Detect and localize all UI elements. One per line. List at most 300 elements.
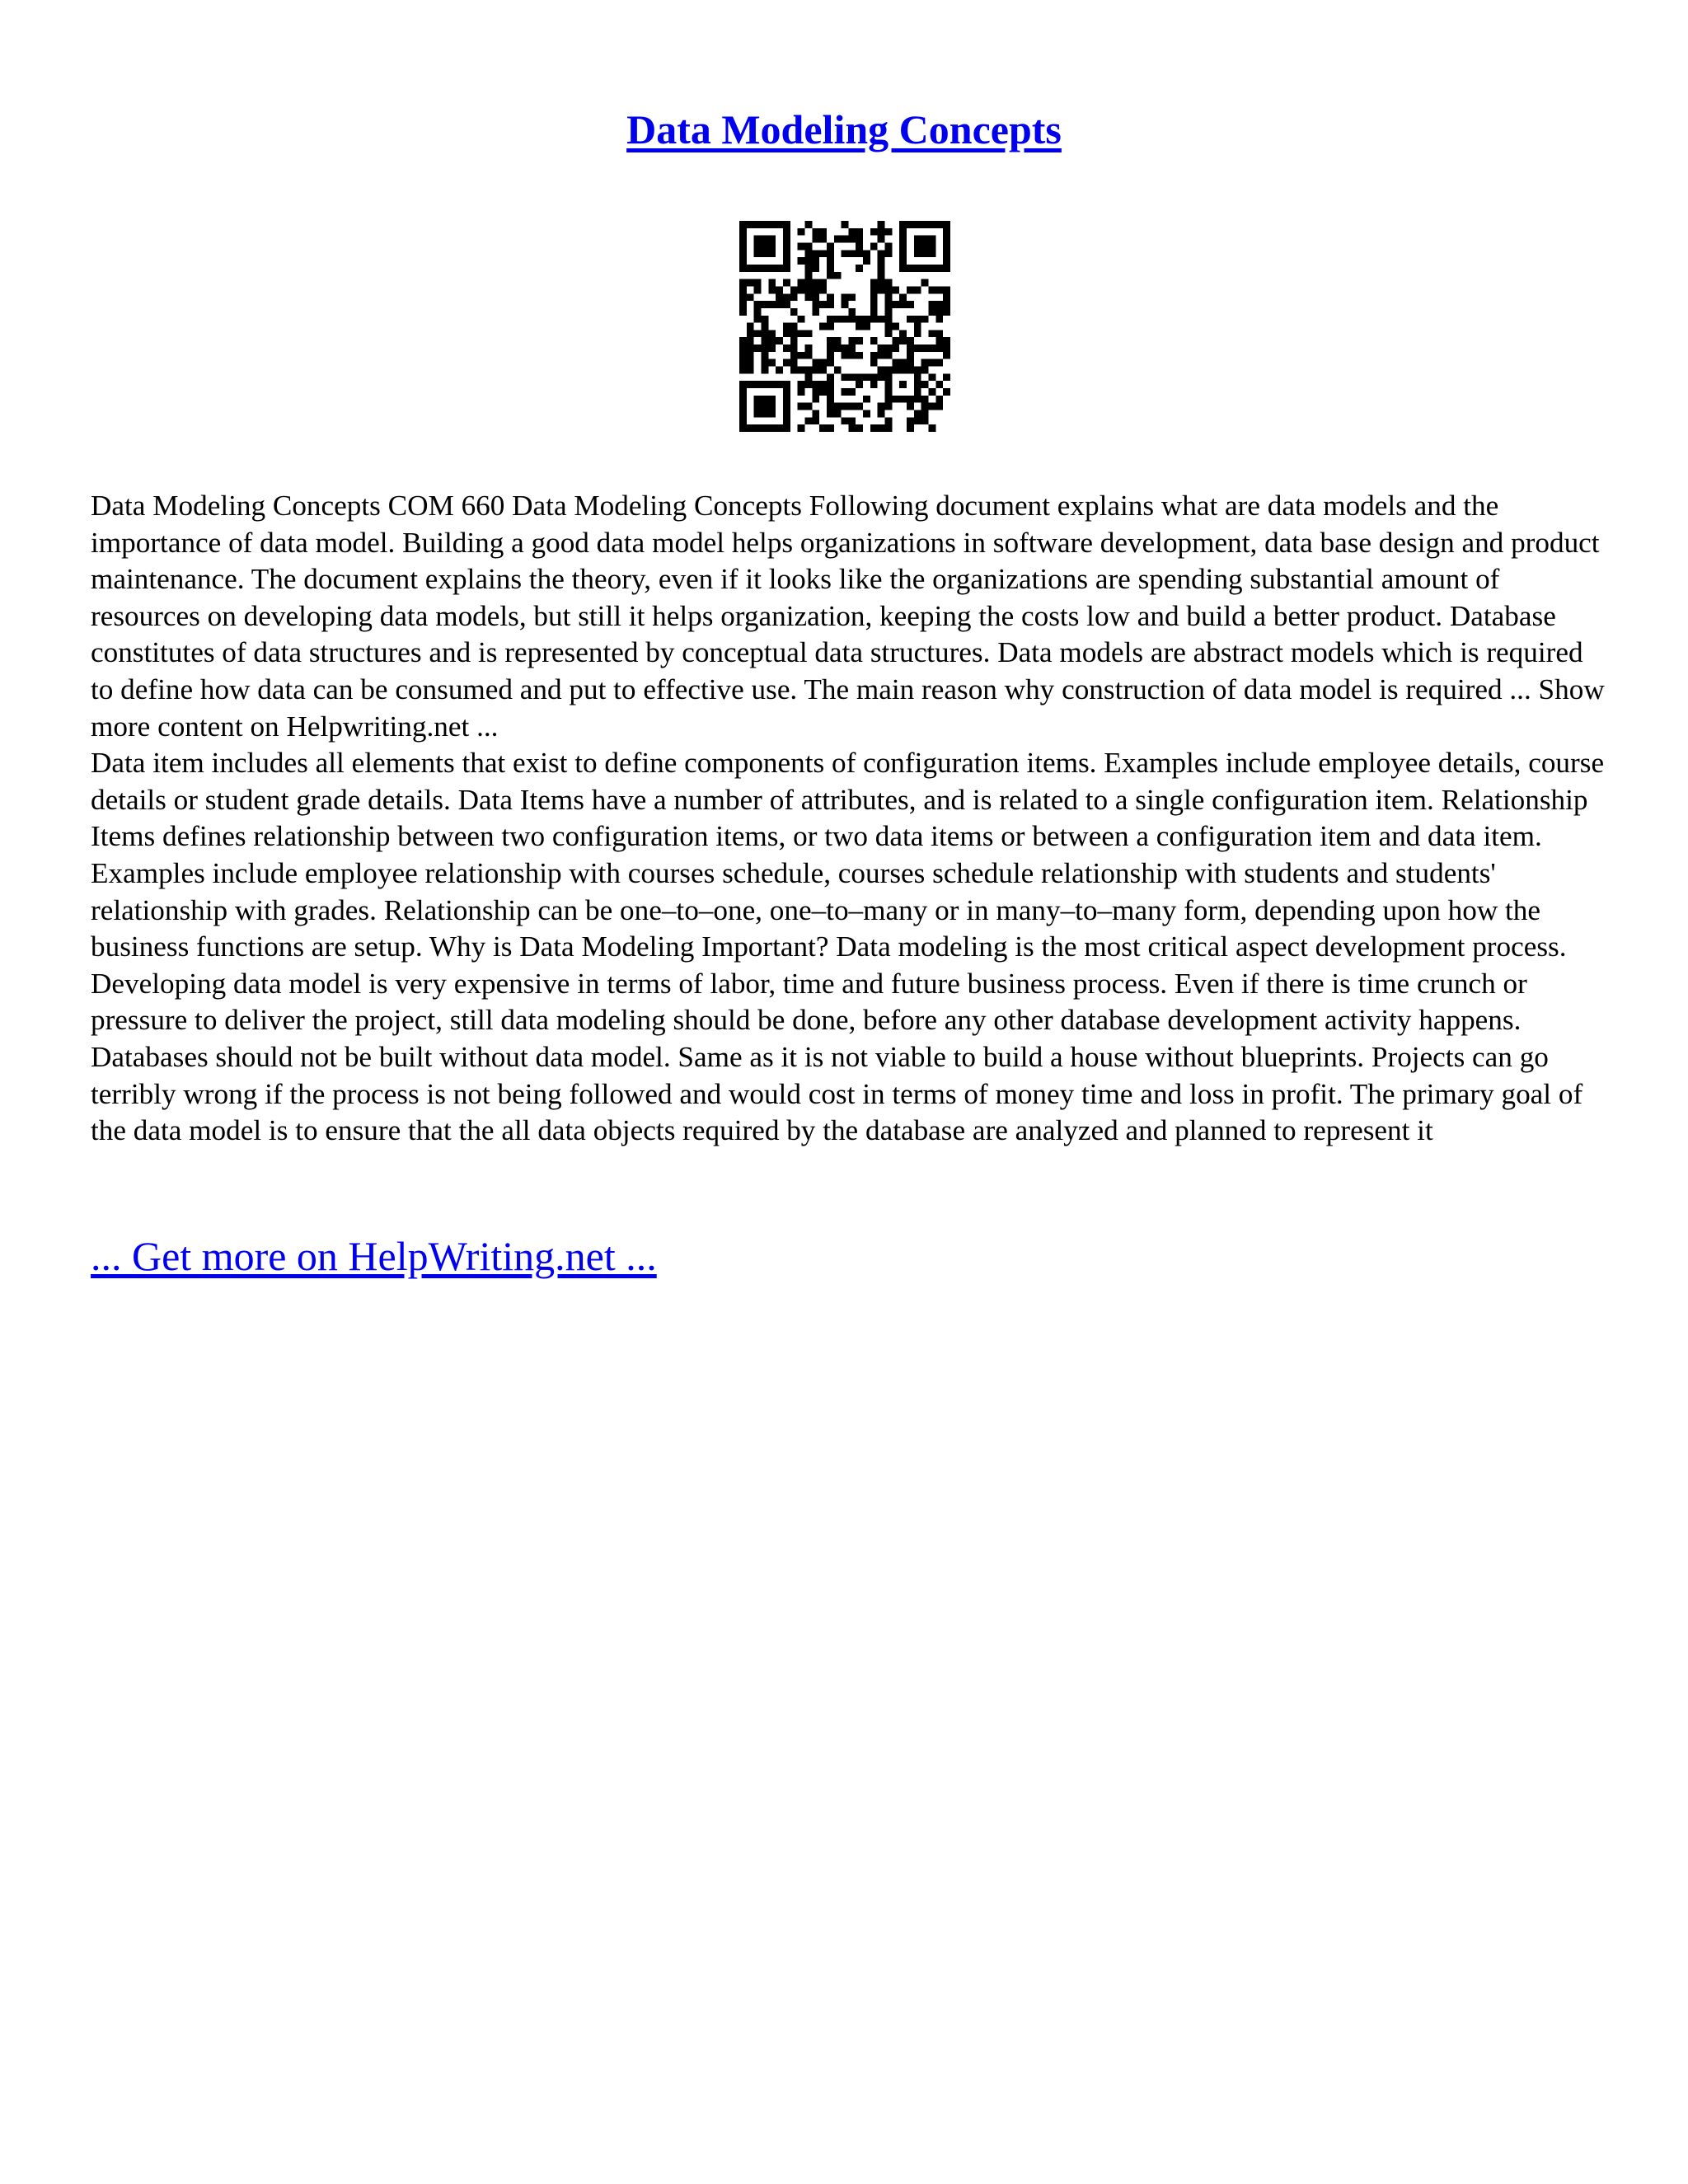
qr-module — [885, 301, 893, 308]
qr-module — [899, 250, 907, 257]
qr-module — [842, 344, 849, 352]
qr-module — [935, 359, 943, 367]
qr-module — [827, 373, 834, 381]
qr-module — [848, 293, 856, 301]
qr-module — [798, 228, 805, 236]
qr-module — [907, 367, 914, 374]
qr-module — [747, 265, 754, 272]
qr-module — [870, 301, 878, 308]
qr-module — [870, 373, 878, 381]
qr-module — [899, 381, 907, 388]
qr-module — [804, 373, 812, 381]
qr-module — [842, 373, 849, 381]
qr-module — [899, 293, 907, 301]
qr-module — [907, 301, 914, 308]
qr-module — [878, 236, 885, 243]
qr-module — [768, 359, 776, 367]
qr-module — [899, 359, 907, 367]
qr-module — [899, 265, 907, 272]
qr-module — [878, 424, 885, 432]
qr-module — [812, 236, 819, 243]
qr-module — [739, 337, 747, 344]
qr-module — [747, 221, 754, 228]
qr-module — [842, 352, 849, 359]
qr-module — [856, 403, 863, 410]
qr-module — [761, 316, 768, 323]
qr-module — [819, 388, 827, 396]
qr-module — [870, 308, 878, 316]
qr-module — [761, 337, 768, 344]
qr-module — [914, 316, 921, 323]
qr-module — [935, 403, 943, 410]
qr-module — [842, 250, 849, 257]
qr-module — [885, 286, 893, 293]
qr-module — [804, 330, 812, 337]
qr-module — [856, 373, 863, 381]
qr-module — [827, 381, 834, 388]
qr-module — [819, 359, 827, 367]
qr-module — [776, 286, 783, 293]
qr-module — [754, 286, 762, 293]
qr-module — [827, 316, 834, 323]
qr-module — [739, 359, 747, 367]
qr-module — [921, 359, 929, 367]
qr-module — [885, 403, 893, 410]
qr-module — [943, 373, 950, 381]
qr-module — [921, 403, 929, 410]
qr-module — [834, 344, 842, 352]
qr-module — [914, 417, 921, 424]
qr-module — [804, 242, 812, 250]
qr-module — [878, 272, 885, 279]
qr-module — [812, 396, 819, 403]
qr-module — [921, 279, 929, 287]
qr-module — [878, 373, 885, 381]
qr-module — [907, 396, 914, 403]
qr-module — [907, 424, 914, 432]
qr-module — [870, 228, 878, 236]
qr-module — [885, 330, 893, 337]
qr-module — [914, 265, 921, 272]
qr-module — [921, 381, 929, 388]
qr-module — [761, 424, 768, 432]
qr-module — [827, 242, 834, 250]
qr-module — [863, 323, 870, 330]
qr-module — [827, 265, 834, 272]
qr-module — [747, 344, 754, 352]
qr-module — [885, 367, 893, 374]
qr-module — [921, 242, 929, 250]
qr-module — [870, 316, 878, 323]
qr-module — [935, 308, 943, 316]
qr-module — [892, 286, 899, 293]
qr-module — [921, 367, 929, 374]
qr-module — [863, 410, 870, 418]
qr-module — [819, 228, 827, 236]
qr-module — [754, 330, 762, 337]
qr-module — [739, 242, 747, 250]
qr-module — [892, 396, 899, 403]
qr-module — [899, 337, 907, 344]
qr-module — [747, 330, 754, 337]
qr-module — [768, 301, 776, 308]
qr-module — [768, 236, 776, 243]
qr-module — [804, 352, 812, 359]
qr-module — [754, 381, 762, 388]
qr-module — [761, 367, 768, 374]
qr-module — [899, 257, 907, 265]
qr-module — [812, 388, 819, 396]
qr-module — [943, 221, 950, 228]
qr-module — [783, 323, 790, 330]
qr-module — [798, 424, 805, 432]
qr-module — [914, 330, 921, 337]
qr-module — [848, 337, 856, 344]
qr-module — [747, 381, 754, 388]
qr-module — [761, 403, 768, 410]
qr-module — [878, 250, 885, 257]
qr-module — [878, 257, 885, 265]
qr-module — [907, 403, 914, 410]
qr-module — [870, 352, 878, 359]
qr-module — [747, 359, 754, 367]
paragraph-2: Data item includes all elements that exist to define components of configuration items. Examples include employee details, course details or student grade details. Data Items have a number of attributes, and is related to a single configuration item. Relationship Items defines relationship between two configuration items, or two data items or between a configuration item and data item. Examples include employee relationship with courses schedule, courses schedule relationship with students and students' relationship with grades. Relationship can be one–to–one, one–to–many or in many–to–many form, depending upon how the business functions are setup. Why is Data Modeling Important? Data modeling is the most critical aspect development process. Developing data model is very expensive in terms of labor, time and future business process. Even if there is time crunch or pressure to deliver the project, still data modeling should be done, before any other database development activity happens. Databases should not be built without data model. Same as it is not viable to build a house without blueprints. Projects can go terribly wrong if the process is not being followed and would cost in terms of money time and loss in profit. The primary goal of the data model is to ensure that the all data objects required by the database are analyzed and planned to represent it — [91, 747, 1605, 1147]
qr-module — [761, 250, 768, 257]
qr-module — [761, 242, 768, 250]
qr-module — [768, 344, 776, 352]
qr-module — [798, 286, 805, 293]
qr-module — [943, 337, 950, 344]
qr-module — [783, 396, 790, 403]
qr-module — [783, 265, 790, 272]
qr-module — [834, 316, 842, 323]
qr-module — [921, 265, 929, 272]
qr-module — [827, 344, 834, 352]
qr-module — [885, 323, 893, 330]
qr-module — [878, 367, 885, 374]
qr-module — [819, 323, 827, 330]
qr-module — [842, 388, 849, 396]
title-container — [0, 105, 1688, 153]
qr-module — [754, 265, 762, 272]
qr-module — [827, 410, 834, 418]
qr-module — [790, 330, 798, 337]
qr-module — [747, 352, 754, 359]
qr-module — [907, 316, 914, 323]
qr-module — [885, 344, 893, 352]
qr-module — [834, 272, 842, 279]
qr-module — [827, 403, 834, 410]
qr-module — [790, 367, 798, 374]
qr-module — [754, 308, 762, 316]
qr-module — [834, 403, 842, 410]
qr-module — [804, 221, 812, 228]
qr-module — [921, 221, 929, 228]
qr-module — [907, 417, 914, 424]
qr-module — [943, 242, 950, 250]
qr-module — [783, 257, 790, 265]
qr-module — [812, 279, 819, 287]
qr-module — [776, 293, 783, 301]
qr-module — [812, 250, 819, 257]
qr-module — [747, 424, 754, 432]
qr-module — [856, 228, 863, 236]
qr-module — [848, 424, 856, 432]
qr-module — [747, 279, 754, 287]
qr-module — [943, 388, 950, 396]
qr-module — [856, 242, 863, 250]
qr-module — [848, 308, 856, 316]
qr-module — [783, 403, 790, 410]
qr-module — [856, 316, 863, 323]
qr-module — [870, 337, 878, 344]
qr-module — [747, 323, 754, 330]
qr-module — [798, 381, 805, 388]
qr-module — [804, 344, 812, 352]
qr-module — [812, 293, 819, 301]
qr-module — [812, 286, 819, 293]
qr-code-icon — [739, 221, 950, 432]
qr-module — [783, 236, 790, 243]
qr-module — [885, 373, 893, 381]
qr-module — [914, 388, 921, 396]
qr-module — [856, 323, 863, 330]
qr-module — [783, 330, 790, 337]
qr-module — [943, 352, 950, 359]
qr-module — [812, 228, 819, 236]
qr-module — [885, 250, 893, 257]
qr-module — [935, 286, 943, 293]
qr-module — [812, 367, 819, 374]
qr-module — [834, 337, 842, 344]
qr-module — [848, 250, 856, 257]
qr-module — [848, 236, 856, 243]
qr-module — [739, 308, 747, 316]
qr-module — [914, 367, 921, 374]
qr-module — [878, 221, 885, 228]
qr-module — [878, 279, 885, 287]
qr-module — [914, 242, 921, 250]
qr-module — [827, 359, 834, 367]
qr-module — [907, 286, 914, 293]
qr-module — [754, 236, 762, 243]
qr-module — [827, 323, 834, 330]
qr-module — [856, 381, 863, 388]
qr-module — [885, 417, 893, 424]
qr-module — [943, 286, 950, 293]
qr-module — [739, 301, 747, 308]
qr-module — [863, 257, 870, 265]
qr-module — [776, 265, 783, 272]
qr-module — [783, 359, 790, 367]
qr-module — [842, 236, 849, 243]
qr-module — [783, 279, 790, 287]
qr-module — [783, 301, 790, 308]
qr-module — [878, 265, 885, 272]
qr-module — [929, 359, 936, 367]
qr-module — [819, 236, 827, 243]
qr-module — [914, 250, 921, 257]
qr-module — [798, 242, 805, 250]
qr-module — [943, 257, 950, 265]
qr-module — [943, 236, 950, 243]
qr-module — [842, 316, 849, 323]
qr-module — [935, 221, 943, 228]
qr-module — [827, 250, 834, 257]
qr-module — [783, 221, 790, 228]
qr-module — [870, 381, 878, 388]
qr-module — [776, 367, 783, 374]
qr-module — [739, 424, 747, 432]
qr-module — [921, 410, 929, 418]
qr-module — [842, 301, 849, 308]
qr-module — [848, 403, 856, 410]
qr-module — [907, 352, 914, 359]
qr-module — [929, 308, 936, 316]
qr-module — [754, 424, 762, 432]
qr-module — [739, 265, 747, 272]
qr-module — [827, 257, 834, 265]
qr-module — [921, 344, 929, 352]
qr-module — [761, 344, 768, 352]
qr-module — [921, 250, 929, 257]
qr-module — [842, 403, 849, 410]
qr-module — [739, 381, 747, 388]
qr-module — [929, 373, 936, 381]
qr-module — [812, 257, 819, 265]
qr-module — [856, 236, 863, 243]
qr-module — [929, 221, 936, 228]
qr-module — [754, 403, 762, 410]
qr-module — [768, 403, 776, 410]
qr-module — [899, 396, 907, 403]
qr-module — [907, 359, 914, 367]
qr-module — [776, 301, 783, 308]
qr-module — [819, 367, 827, 374]
qr-module — [827, 337, 834, 344]
qr-module — [739, 257, 747, 265]
qr-module — [739, 286, 747, 293]
qr-module — [768, 330, 776, 337]
document-title-link[interactable]: Data Modeling Concepts — [626, 106, 1062, 152]
qr-module — [878, 286, 885, 293]
qr-module — [907, 265, 914, 272]
qr-module — [804, 279, 812, 287]
qr-module — [783, 344, 790, 352]
qr-module — [921, 396, 929, 403]
qr-module — [812, 359, 819, 367]
qr-module — [929, 242, 936, 250]
qr-module — [783, 242, 790, 250]
qr-module — [804, 381, 812, 388]
qr-module — [804, 250, 812, 257]
qr-module — [848, 388, 856, 396]
qr-module — [885, 396, 893, 403]
qr-module — [929, 265, 936, 272]
qr-module — [856, 250, 863, 257]
qr-module — [812, 265, 819, 272]
qr-module — [929, 301, 936, 308]
qr-module — [739, 352, 747, 359]
qr-module — [827, 293, 834, 301]
qr-module — [798, 388, 805, 396]
qr-module — [754, 279, 762, 287]
qr-module — [768, 250, 776, 257]
qr-module — [935, 337, 943, 344]
qr-module — [754, 396, 762, 403]
qr-module — [943, 301, 950, 308]
qr-module — [798, 403, 805, 410]
qr-module — [783, 228, 790, 236]
qr-module — [739, 344, 747, 352]
qr-module — [783, 424, 790, 432]
qr-module — [798, 257, 805, 265]
qr-module — [899, 242, 907, 250]
qr-module — [768, 396, 776, 403]
qr-module — [739, 388, 747, 396]
qr-module — [892, 344, 899, 352]
qr-module — [739, 403, 747, 410]
qr-module — [921, 236, 929, 243]
qr-module — [907, 344, 914, 352]
qr-module — [885, 308, 893, 316]
qr-module — [929, 344, 936, 352]
qr-module — [776, 381, 783, 388]
qr-module — [899, 228, 907, 236]
qr-module — [812, 417, 819, 424]
qr-module — [935, 301, 943, 308]
qr-module — [892, 359, 899, 367]
qr-module — [790, 359, 798, 367]
qr-module — [885, 316, 893, 323]
qr-module — [739, 410, 747, 418]
qr-module — [943, 293, 950, 301]
qr-module — [783, 417, 790, 424]
qr-module — [754, 250, 762, 257]
qr-module — [943, 344, 950, 352]
qr-module — [761, 265, 768, 272]
qr-module — [892, 367, 899, 374]
qr-module — [776, 337, 783, 344]
qr-module — [914, 373, 921, 381]
qr-module — [914, 344, 921, 352]
qr-module — [739, 396, 747, 403]
qr-module — [929, 424, 936, 432]
qr-module — [929, 236, 936, 243]
paragraph-1: Data Modeling Concepts COM 660 Data Modeling Concepts Following document explains what are data models and the importance of data model. Building a good data model helps organizations in software development, data base design and product maintenance. The document explains the theory, even if it looks like the organizations are spending substantial amount of resources on developing data models, but still it helps organization, keeping the costs low and build a better product. Database constitutes of data structures and is represented by conceptual data structures. Data models are abstract models which is required to define how data can be consumed and put to effective use. The main reason why construction of data model is required ... Show more content on Helpwriting.net ... — [91, 490, 1605, 743]
get-more-link[interactable]: ... Get more on HelpWriting.net ... — [91, 1233, 657, 1279]
qr-module — [819, 286, 827, 293]
qr-module — [834, 410, 842, 418]
qr-module — [863, 396, 870, 403]
qr-module — [885, 242, 893, 250]
qr-module — [935, 330, 943, 337]
qr-module — [899, 301, 907, 308]
qr-module — [834, 236, 842, 243]
qr-module — [863, 316, 870, 323]
qr-module — [914, 396, 921, 403]
qr-module — [914, 221, 921, 228]
qr-module — [783, 381, 790, 388]
qr-module — [885, 388, 893, 396]
qr-module — [790, 352, 798, 359]
qr-module — [914, 286, 921, 293]
qr-module — [856, 265, 863, 272]
qr-module — [790, 308, 798, 316]
qr-module — [842, 221, 849, 228]
qr-module — [885, 293, 893, 301]
qr-module — [856, 337, 863, 344]
